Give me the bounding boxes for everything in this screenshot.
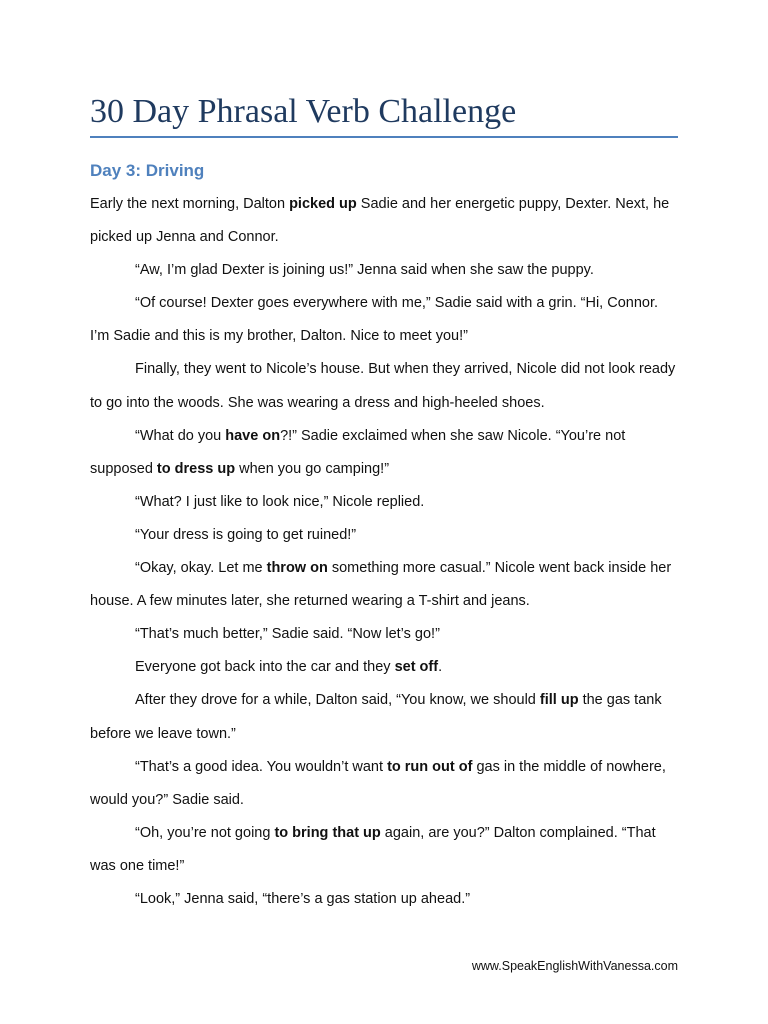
phrasal-verb: have on	[225, 427, 281, 444]
text-run: “What do you	[135, 427, 226, 444]
text-run: ?!” Sadie exclaimed when she saw Nicole. “You’re not supposed	[90, 427, 626, 477]
text-run: “That’s much better,” Sadie said. “Now let’s go!”	[135, 626, 440, 643]
text-run: Early the next morning, Dalton	[90, 196, 290, 212]
title-underline	[90, 136, 678, 138]
document-title: 30 Day Phrasal Verb Challenge	[90, 93, 517, 130]
text-run: “Your dress is going to get ruined!”	[135, 526, 357, 543]
story-paragraph	[90, 552, 680, 618]
text-run: “Okay, okay. Let me	[135, 560, 267, 577]
phrasal-verb: to dress up	[156, 460, 236, 477]
story-paragraph	[90, 618, 680, 651]
story-body	[90, 188, 680, 916]
story-paragraph	[90, 651, 680, 684]
text-run: “Aw, I’m glad Dexter is joining us!” Jenna said when she saw the puppy.	[135, 262, 594, 279]
text-run: .	[438, 659, 443, 676]
text-run: Sadie and her energetic puppy, Dexter. Next, he picked up Jenna and Connor.	[90, 196, 670, 246]
story-paragraph	[90, 751, 680, 817]
story-paragraph	[90, 883, 680, 916]
phrasal-verb: fill up	[539, 692, 579, 709]
text-run: Everyone got back into the car and they	[135, 659, 395, 676]
phrasal-verb: picked up	[289, 196, 357, 212]
story-paragraph	[90, 817, 680, 883]
text-run: “What? I just like to look nice,” Nicole replied.	[135, 493, 425, 510]
phrasal-verb: set off	[394, 659, 439, 676]
section-heading: Day 3: Driving	[90, 161, 205, 180]
story-paragraph	[90, 486, 680, 519]
story-paragraph	[90, 353, 680, 419]
text-run: After they drove for a while, Dalton said, “You know, we should	[135, 692, 540, 709]
footer-website: www.SpeakEnglishWithVanessa.com	[471, 959, 678, 973]
text-run: the gas tank before we leave town.”	[90, 692, 662, 742]
text-run: “That’s a good idea. You wouldn’t want	[135, 758, 388, 775]
story-paragraph	[90, 420, 680, 486]
story-paragraph	[90, 254, 680, 287]
phrasal-verb: throw on	[266, 560, 328, 577]
text-run: “Oh, you’re not going	[135, 824, 275, 841]
text-run: when you go camping!”	[235, 460, 390, 477]
text-run: “Look,” Jenna said, “there’s a gas station up ahead.”	[135, 890, 471, 907]
text-run: Finally, they went to Nicole’s house. But when they arrived, Nicole did not look ready to go into the woods. She was wearing a dress and high-heeled shoes.	[90, 361, 676, 411]
story-paragraph	[90, 519, 680, 552]
text-run: gas in the middle of nowhere, would you?” Sadie said.	[90, 758, 666, 808]
story-paragraph	[90, 287, 680, 353]
text-run: something more casual.” Nicole went back inside her house. A few minutes later, she returned wearing a T-shirt and jeans.	[90, 560, 672, 610]
text-run: again, are you?” Dalton complained. “That was one time!”	[90, 824, 656, 874]
text-run: “Of course! Dexter goes everywhere with me,” Sadie said with a grin. “Hi, Connor. I’m Sadie and this is my brother, Dalton. Nice to meet you!”	[90, 295, 659, 345]
story-paragraph	[90, 684, 680, 750]
story-paragraph	[90, 188, 680, 254]
phrasal-verb: to bring that up	[274, 824, 381, 841]
phrasal-verb: to run out of	[387, 758, 473, 775]
